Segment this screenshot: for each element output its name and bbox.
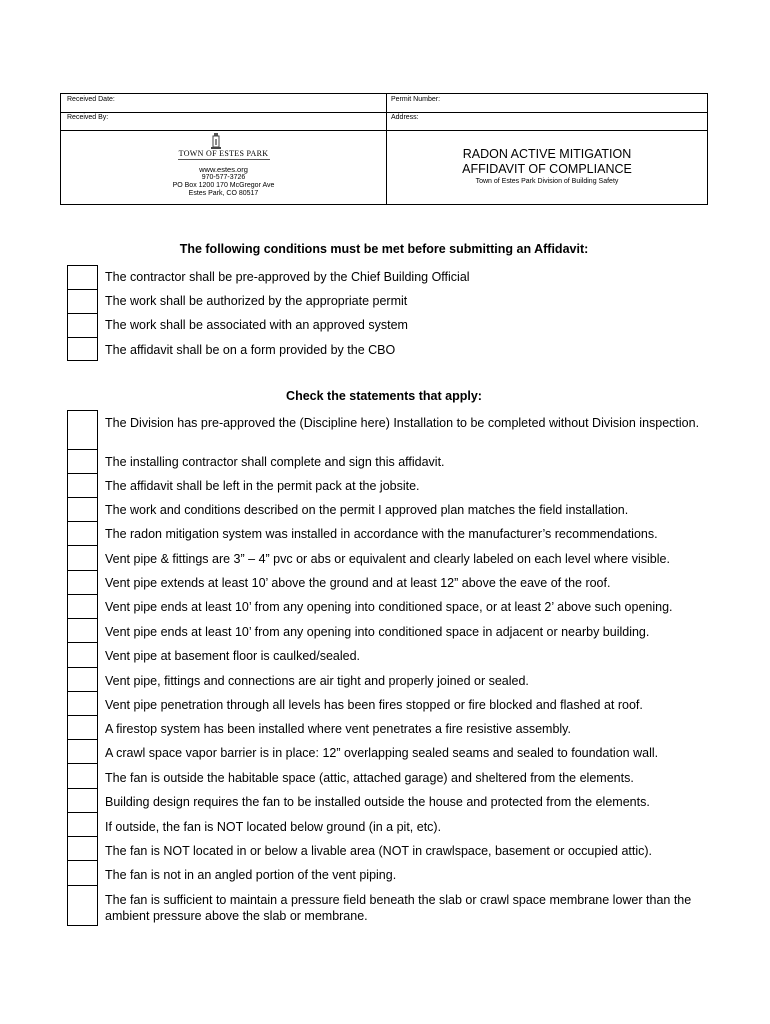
- form-title-line-2: AFFIDAVIT OF COMPLIANCE: [462, 162, 632, 176]
- statement-text: Vent pipe extends at least 10’ above the ground and at least 12” above the eave of the roof.: [105, 576, 611, 590]
- statement-text: The Division has pre-approved the (Discipline here) Installation to be completed without Division inspection.: [105, 416, 700, 430]
- header-row-1: [61, 94, 707, 113]
- statement-checkbox[interactable]: [67, 885, 98, 926]
- statement-text: A firestop system has been installed where vent penetrates a fire resistive assembly.: [105, 722, 571, 736]
- statement-checkbox[interactable]: [67, 763, 98, 789]
- statement-text: The fan is not in an angled portion of the vent piping.: [105, 868, 397, 882]
- statement-checkbox[interactable]: [67, 570, 98, 595]
- header-row-2: [61, 112, 707, 131]
- statement-text: Vent pipe ends at least 10’ from any opening into conditioned space, or at least 2’ above such opening.: [105, 600, 673, 614]
- statement-text: Vent pipe ends at least 10’ from any opening into conditioned space in adjacent or nearby building.: [105, 625, 650, 639]
- town-website: www.estes.org: [199, 165, 248, 174]
- statement-text: Vent pipe & fittings are 3” – 4” pvc or abs or equivalent and clearly labeled on each level where visible.: [105, 552, 670, 566]
- statement-text: The fan is sufficient to maintain a pressure field beneath the slab or crawl space membrane lower than the ambient pressure above the slab or membrane.: [105, 893, 692, 923]
- town-po-box: PO Box 1200 170 McGregor Ave: [172, 182, 275, 189]
- statement-checkbox[interactable]: [67, 667, 98, 692]
- condition-checkbox[interactable]: [67, 337, 98, 361]
- condition-checkbox[interactable]: [67, 289, 98, 314]
- condition-text: The work shall be authorized by the appropriate permit: [105, 294, 408, 308]
- statement-checkbox[interactable]: [67, 545, 98, 571]
- town-phone: 970-577-3726: [201, 174, 246, 181]
- condition-checkbox[interactable]: [67, 313, 98, 338]
- received-by-field[interactable]: Received By:: [67, 114, 109, 121]
- statement-checkbox[interactable]: [67, 691, 98, 716]
- conditions-heading: The following conditions must be met before submitting an Affidavit:: [179, 242, 589, 256]
- statement-text: Building design requires the fan to be installed outside the house and protected from the elements.: [105, 795, 650, 809]
- form-header-table: [60, 93, 708, 205]
- condition-text: The work shall be associated with an approved system: [105, 318, 408, 332]
- form-title-block: [387, 131, 707, 204]
- statements-heading: Check the statements that apply:: [286, 389, 482, 403]
- address-field[interactable]: Address:: [391, 114, 419, 121]
- statement-checkbox[interactable]: [67, 812, 98, 837]
- town-city: Estes Park, CO 80517: [188, 190, 259, 197]
- statement-text: The radon mitigation system was installed in accordance with the manufacturer’s recommendations.: [105, 527, 658, 541]
- statement-text: If outside, the fan is NOT located below ground (in a pit, etc).: [105, 820, 442, 834]
- town-logo-text: TOWN OF ESTES PARK: [178, 149, 269, 158]
- statement-checkbox[interactable]: [67, 715, 98, 740]
- form-subtitle: Town of Estes Park Division of Building Safety: [475, 178, 619, 185]
- statement-checkbox[interactable]: [67, 473, 98, 498]
- town-logo-icon: [211, 133, 221, 149]
- statement-checkbox[interactable]: [67, 836, 98, 861]
- statement-checkbox[interactable]: [67, 739, 98, 764]
- statement-text: The installing contractor shall complete and sign this affidavit.: [105, 455, 445, 469]
- statement-text: The affidavit shall be left in the permit pack at the jobsite.: [105, 479, 420, 493]
- condition-text: The affidavit shall be on a form provided by the CBO: [105, 343, 396, 357]
- statement-checkbox[interactable]: [67, 410, 98, 450]
- statement-checkbox[interactable]: [67, 594, 98, 619]
- statement-text: A crawl space vapor barrier is in place: 12” overlapping sealed seams and sealed to foundation wall.: [105, 746, 659, 760]
- statement-checkbox[interactable]: [67, 521, 98, 546]
- permit-number-field[interactable]: Permit Number:: [391, 96, 441, 103]
- statement-checkbox[interactable]: [67, 860, 98, 886]
- statement-text: Vent pipe at basement floor is caulked/sealed.: [105, 649, 361, 663]
- form-title-line-1: RADON ACTIVE MITIGATION: [462, 147, 632, 161]
- condition-checkbox[interactable]: [67, 265, 98, 290]
- statement-text: The work and conditions described on the permit I approved plan matches the field installation.: [105, 503, 629, 517]
- statement-text: The fan is outside the habitable space (attic, attached garage) and sheltered from the elements.: [105, 771, 634, 785]
- condition-text: The contractor shall be pre-approved by the Chief Building Official: [105, 270, 470, 284]
- statement-checkbox[interactable]: [67, 642, 98, 668]
- statement-checkbox[interactable]: [67, 449, 98, 474]
- statement-checkbox[interactable]: [67, 788, 98, 813]
- statement-checkbox[interactable]: [67, 618, 98, 643]
- logo-underline: [178, 159, 270, 160]
- statement-text: Vent pipe, fittings and connections are air tight and properly joined or sealed.: [105, 674, 529, 688]
- statement-text: Vent pipe penetration through all levels has been fires stopped or fire blocked and flashed at roof.: [105, 698, 643, 712]
- statement-text: The fan is NOT located in or below a livable area (NOT in crawlspace, basement or occupied attic).: [105, 844, 653, 858]
- received-date-field[interactable]: Received Date:: [67, 96, 115, 103]
- town-logo-block: [61, 131, 386, 204]
- statement-checkbox[interactable]: [67, 497, 98, 522]
